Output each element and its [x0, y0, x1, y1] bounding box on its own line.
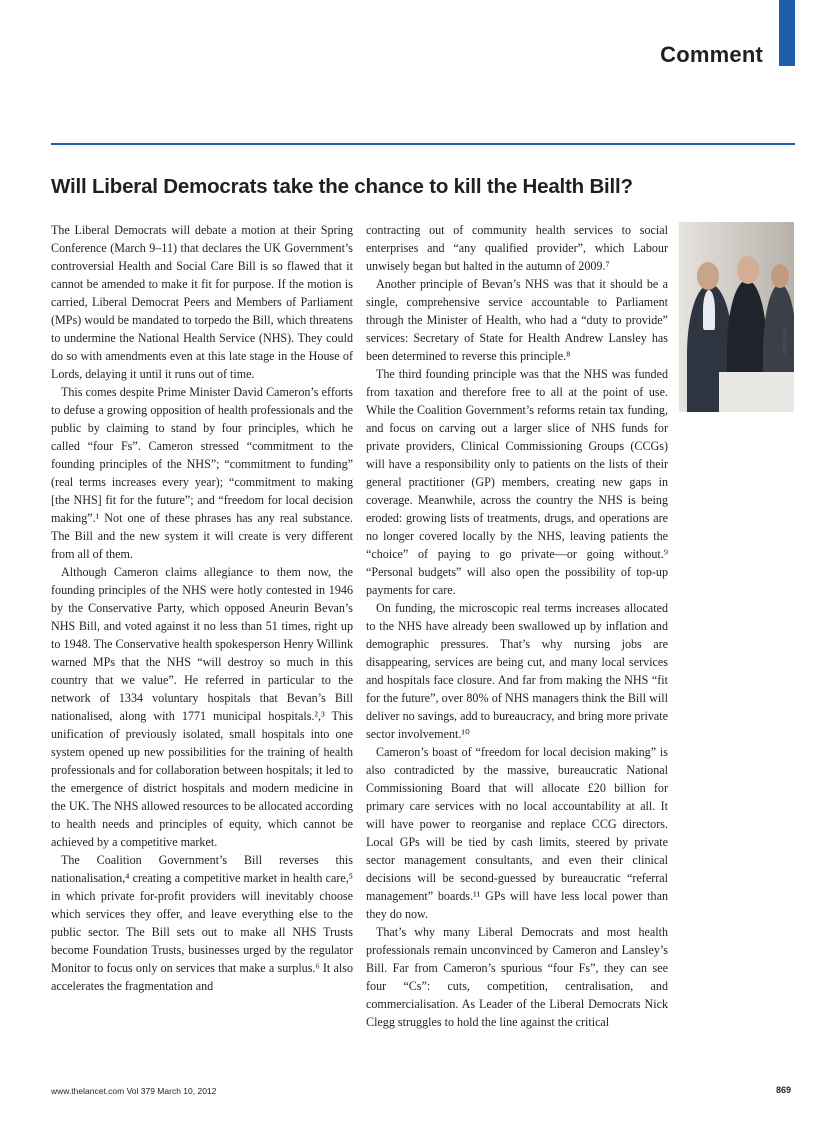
header-rule	[51, 143, 795, 145]
paragraph: contracting out of community health services to social enterprises and “any qualified provider”, which Labour unwisely began but halted in the autumn of 2009.⁷	[366, 223, 668, 273]
paragraph: Although Cameron claims allegiance to them now, the founding principles of the NHS were hotly contested in 1946 by the Conservative Party, which opposed Aneurin Bevan’s NHS Bill, and voted against it no less than 51 times, right up to 1948. The Conservative health spokesperson Henry Willink warned MPs that the NHS “will destroy so much in this country that we value”. He referred in particular to the network of 1334 voluntary hospitals that Bevan’s Bill nationalised, along with 1771 municipal hospitals.²,³ This unification of previously isolated, small hospitals into one system opened up new possibilities for the training of health professionals and for collaboration between hospitals; it led to the emergence of district hospitals and modern medicine in the UK. The NHS allowed resources to be allocated according to health needs and principles of equity, which cannot be achieved by a competitive market.	[51, 565, 353, 849]
article-column-2	[366, 221, 668, 1031]
paragraph: The Coalition Government’s Bill reverses this nationalisation,⁴ creating a competitive market in health care,⁵ in which private for-profit providers will inevitably choose which services they offer, and leave everything else to the public sector. The Bill sets out to make all NHS Trusts become Foundation Trusts, businesses urged by the regulator Monitor to focus only on services that make a surplus.⁶ It also accelerates the fragmentation and	[51, 853, 353, 993]
podium	[719, 372, 794, 412]
politicians-photo	[679, 222, 794, 412]
journal-footer: www.thelancet.com Vol 379 March 10, 2012	[51, 1086, 217, 1096]
figure-left-head	[697, 262, 719, 290]
section-color-bar	[779, 0, 795, 66]
page-number: 869	[775, 1085, 791, 1095]
figure-middle-head	[737, 256, 759, 284]
paragraph: On funding, the microscopic real terms increases allocated to the NHS have already been swallowed up by inflation and demographic pressures. That’s why nursing jobs are disappearing, services are being cut, and many local services and hospitals face closure. And far from making the NHS “fit for the future”, over 80% of NHS managers think the Bill will deliver no savings, add to bureaucracy, and bring more private sector involvement.¹⁰	[366, 601, 668, 741]
paragraph: That’s why many Liberal Democrats and most health professionals remain unconvinced by Cameron and Lansley’s Bill. Far from Cameron’s spurious “four Fs”, they can see four “Cs”: cuts, competition, centralisation, and commercialisation. As Leader of the Liberal Democrats Nick Clegg struggles to hold the line against the critical	[366, 925, 668, 1029]
figure-right-head	[771, 264, 789, 288]
paragraph: This comes despite Prime Minister David Cameron’s efforts to defuse a growing opposition of health professionals and the public by claiming to stand by four principles, which he called “four Fs”. Cameron stressed “commitment to the founding principles of the NHS”; “commitment to funding” (real terms increases every year); “commitment to making [the NHS] fit for the future”; and “freedom for local decision making”.¹ Not one of these phrases has any real substance. The Bill and the new system it will create is very different from all of them.	[51, 385, 353, 561]
paragraph: Cameron’s boast of “freedom for local decision making” is also contradicted by the massive, bureaucratic National Commissioning Board that will allocate £20 billion for primary care services with no local accountability at all. It will have power to reorganise and replace CCG directors. Local GPs will be tied by cash limits, steered by private sector management consultants, and even their clinical decisions will be second-guessed by bureaucratic “referral management” boards.¹¹ GPs will have less local power than they do now.	[366, 745, 668, 921]
paragraph: Another principle of Bevan’s NHS was that it should be a single, comprehensive service accountable to Parliament through the Minister of Health, who had a “duty to provide” services: Secretary of State for Health Andrew Lansley has been determined to reverse this principle.⁸	[366, 277, 668, 363]
paragraph: The third founding principle was that the NHS was funded from taxation and therefore free to all at the point of use. While the Coalition Government’s reforms retain tax funding, and focus on carving out a larger slice of NHS funds for private providers, Clinical Commissioning Groups (CCGs) will have a responsibility only to patients on the lists of their general practitioner (GP) members, creating new gaps in coverage. Meanwhile, across the country the NHS is being eroded: growing lists of treatments, drugs, and operations are no longer covered locally by the NHS, leaving patients the “choice” of paying to go private—or going without.⁹ “Personal budgets” will also open the possibility of top-up payments for care.	[366, 367, 668, 597]
article-title: Will Liberal Democrats take the chance to kill the Health Bill?	[51, 175, 633, 198]
section-label: Comment	[660, 42, 763, 67]
paragraph: The Liberal Democrats will debate a motion at their Spring Conference (March 9–11) that declares the UK Government’s controversial Health and Social Care Bill is so flawed that it cannot be amended to make it fit for purpose. If the motion is carried, Liberal Democrat Peers and Members of Parliament (MPs) would be mandated to torpedo the Bill, which threatens to undermine the National Health Service (NHS). They could do so with amendments even at this late stage in the House of Lords, delaying it until it runs out of time.	[51, 223, 353, 381]
photo-credit: Getty Images	[782, 326, 788, 356]
figure-left-shirt	[703, 290, 715, 330]
article-column-1	[51, 221, 353, 995]
